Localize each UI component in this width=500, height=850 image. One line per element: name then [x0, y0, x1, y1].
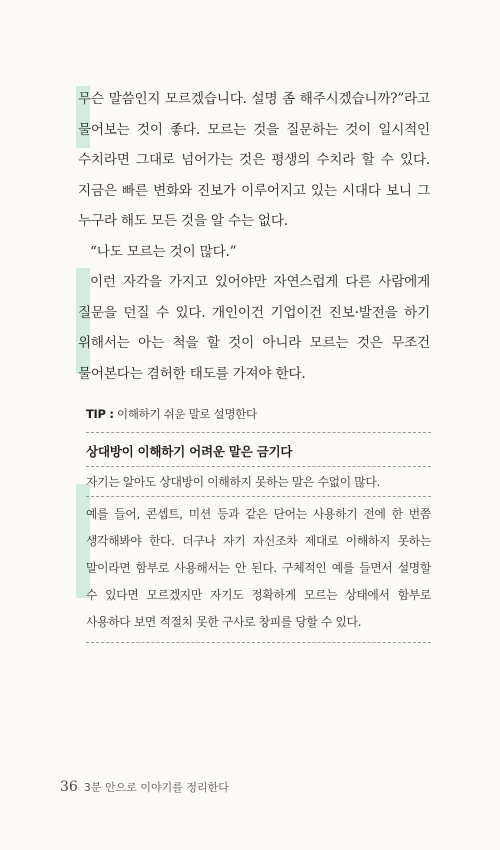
paragraph: 무슨 말씀인지 모르겠습니다. 설명 좀 해주시겠습니까?”라고 물어보는 것이 좋다. 모르는 것을 질문하는 것이 일시적인 수치라면 그대로 넘어가는 것은 평생의 수치라 할 수 있다. 지금은 빠른 변화와 진보가 이루어지고 있는 시대다 보니 그 누구라 해도 모든 것을 알 수는 없다.	[78, 91, 430, 229]
divider	[86, 642, 431, 643]
tip-title: 상대방이 이해하기 어려운 말은 금기다	[86, 444, 293, 459]
quote: “나도 모르는 것이 많다.”	[90, 243, 237, 260]
page-footer	[60, 779, 229, 795]
tip-body	[86, 497, 431, 642]
paragraph: 이런 자각을 가지고 있어야만 자연스럽게 다른 사람에게 질문을 던질 수 있다. 개인이건 기업이건 진보·발전을 하기 위해서는 아는 척을 할 것이 아니라 모르는 것은 무조건 물어본다는 겸허한 태도를 가져야 한다.	[78, 274, 430, 382]
page-number: 36	[60, 779, 78, 795]
tip-line: 자기는 알아도 상대방이 이해하지 못하는 말은 수없이 많다.	[86, 475, 380, 489]
tip-text: 예를 들어, 콘셉트, 미션 등과 같은 단어는 사용하기 전에 한 번쯤 생각해봐야 한다. 더구나 자기 자신조차 제대로 이해하지 못하는 말이라면 함부로 사용해서는 안 된다. 구체적인 예를 들면서 설명할 수 있다면 모르겠지만 자기도 정확하게 모르는 상태에서 함부로 사용하다 보면 적절치 못한 구사로 창피를 당할 수 있다.	[86, 507, 431, 629]
body-text	[78, 84, 430, 389]
tip-label: TIP :	[86, 407, 114, 421]
tip-header	[86, 406, 431, 432]
tip-heading: 이해하기 쉬운 말로 설명한다	[117, 407, 257, 421]
tip-box	[86, 406, 431, 643]
running-title: 3분 안으로 이야기를 정리한다	[83, 781, 229, 794]
